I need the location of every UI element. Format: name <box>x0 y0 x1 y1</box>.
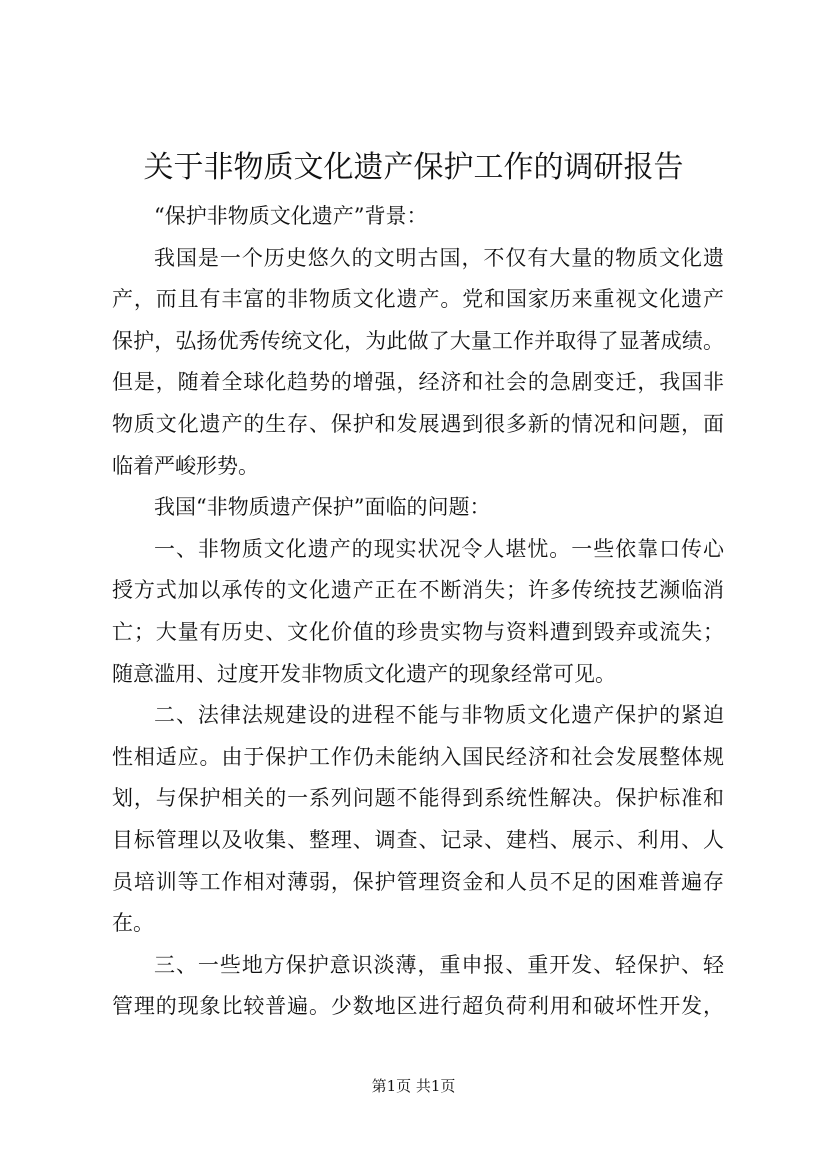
body-line: 授方式加以承传的文化遗产正在不断消失；许多传统技艺濒临消 <box>112 578 724 603</box>
body-line: 但是，随着全球化趋势的增强，经济和社会的急剧变迁，我国非 <box>112 370 724 395</box>
body-line: 亡；大量有历史、文化价值的珍贵实物与资料遭到毁弃或流失； <box>112 619 724 644</box>
body-line: 划，与保护相关的一系列问题不能得到系统性解决。保护标准和 <box>112 786 724 811</box>
body-line: 目标管理以及收集、整理、调查、记录、建档、展示、利用、人 <box>112 827 724 852</box>
body-line: 在。 <box>112 911 154 936</box>
body-line: 我国是一个历史悠久的文明古国，不仅有大量的物质文化遗 <box>154 245 724 270</box>
page-footer: 第1页 共1页 <box>371 1077 456 1095</box>
body-line: 一、非物质文化遗产的现实状况令人堪忧。一些依靠口传心 <box>154 536 724 561</box>
body-line: 二、法律法规建设的进程不能与非物质文化遗产保护的紧迫 <box>154 703 724 728</box>
body-line: 管理的现象比较普遍。少数地区进行超负荷利用和破坏性开发， <box>112 994 724 1019</box>
body-line: 三、一些地方保护意识淡薄，重申报、重开发、轻保护、轻 <box>154 952 724 977</box>
body-line: 我国“非物质遗产保护”面临的问题： <box>154 495 491 520</box>
body-line: 产，而且有丰富的非物质文化遗产。党和国家历来重视文化遗产 <box>112 287 724 312</box>
body-line: 临着严峻形势。 <box>112 453 259 478</box>
body-line: 员培训等工作相对薄弱，保护管理资金和人员不足的困难普遍存 <box>112 869 724 894</box>
body-line: 性相适应。由于保护工作仍未能纳入国民经济和社会发展整体规 <box>112 744 724 769</box>
document-body <box>112 196 724 1028</box>
body-line: “保护非物质文化遗产”背景： <box>154 204 428 228</box>
document-title: 关于非物质文化遗产保护工作的调研报告 <box>143 150 684 185</box>
body-line: 物质文化遗产的生存、保护和发展遇到很多新的情况和问题，面 <box>112 411 724 436</box>
body-line: 随意滥用、过度开发非物质文化遗产的现象经常可见。 <box>112 661 616 686</box>
body-line: 保护，弘扬优秀传统文化，为此做了大量工作并取得了显著成绩。 <box>112 328 724 353</box>
